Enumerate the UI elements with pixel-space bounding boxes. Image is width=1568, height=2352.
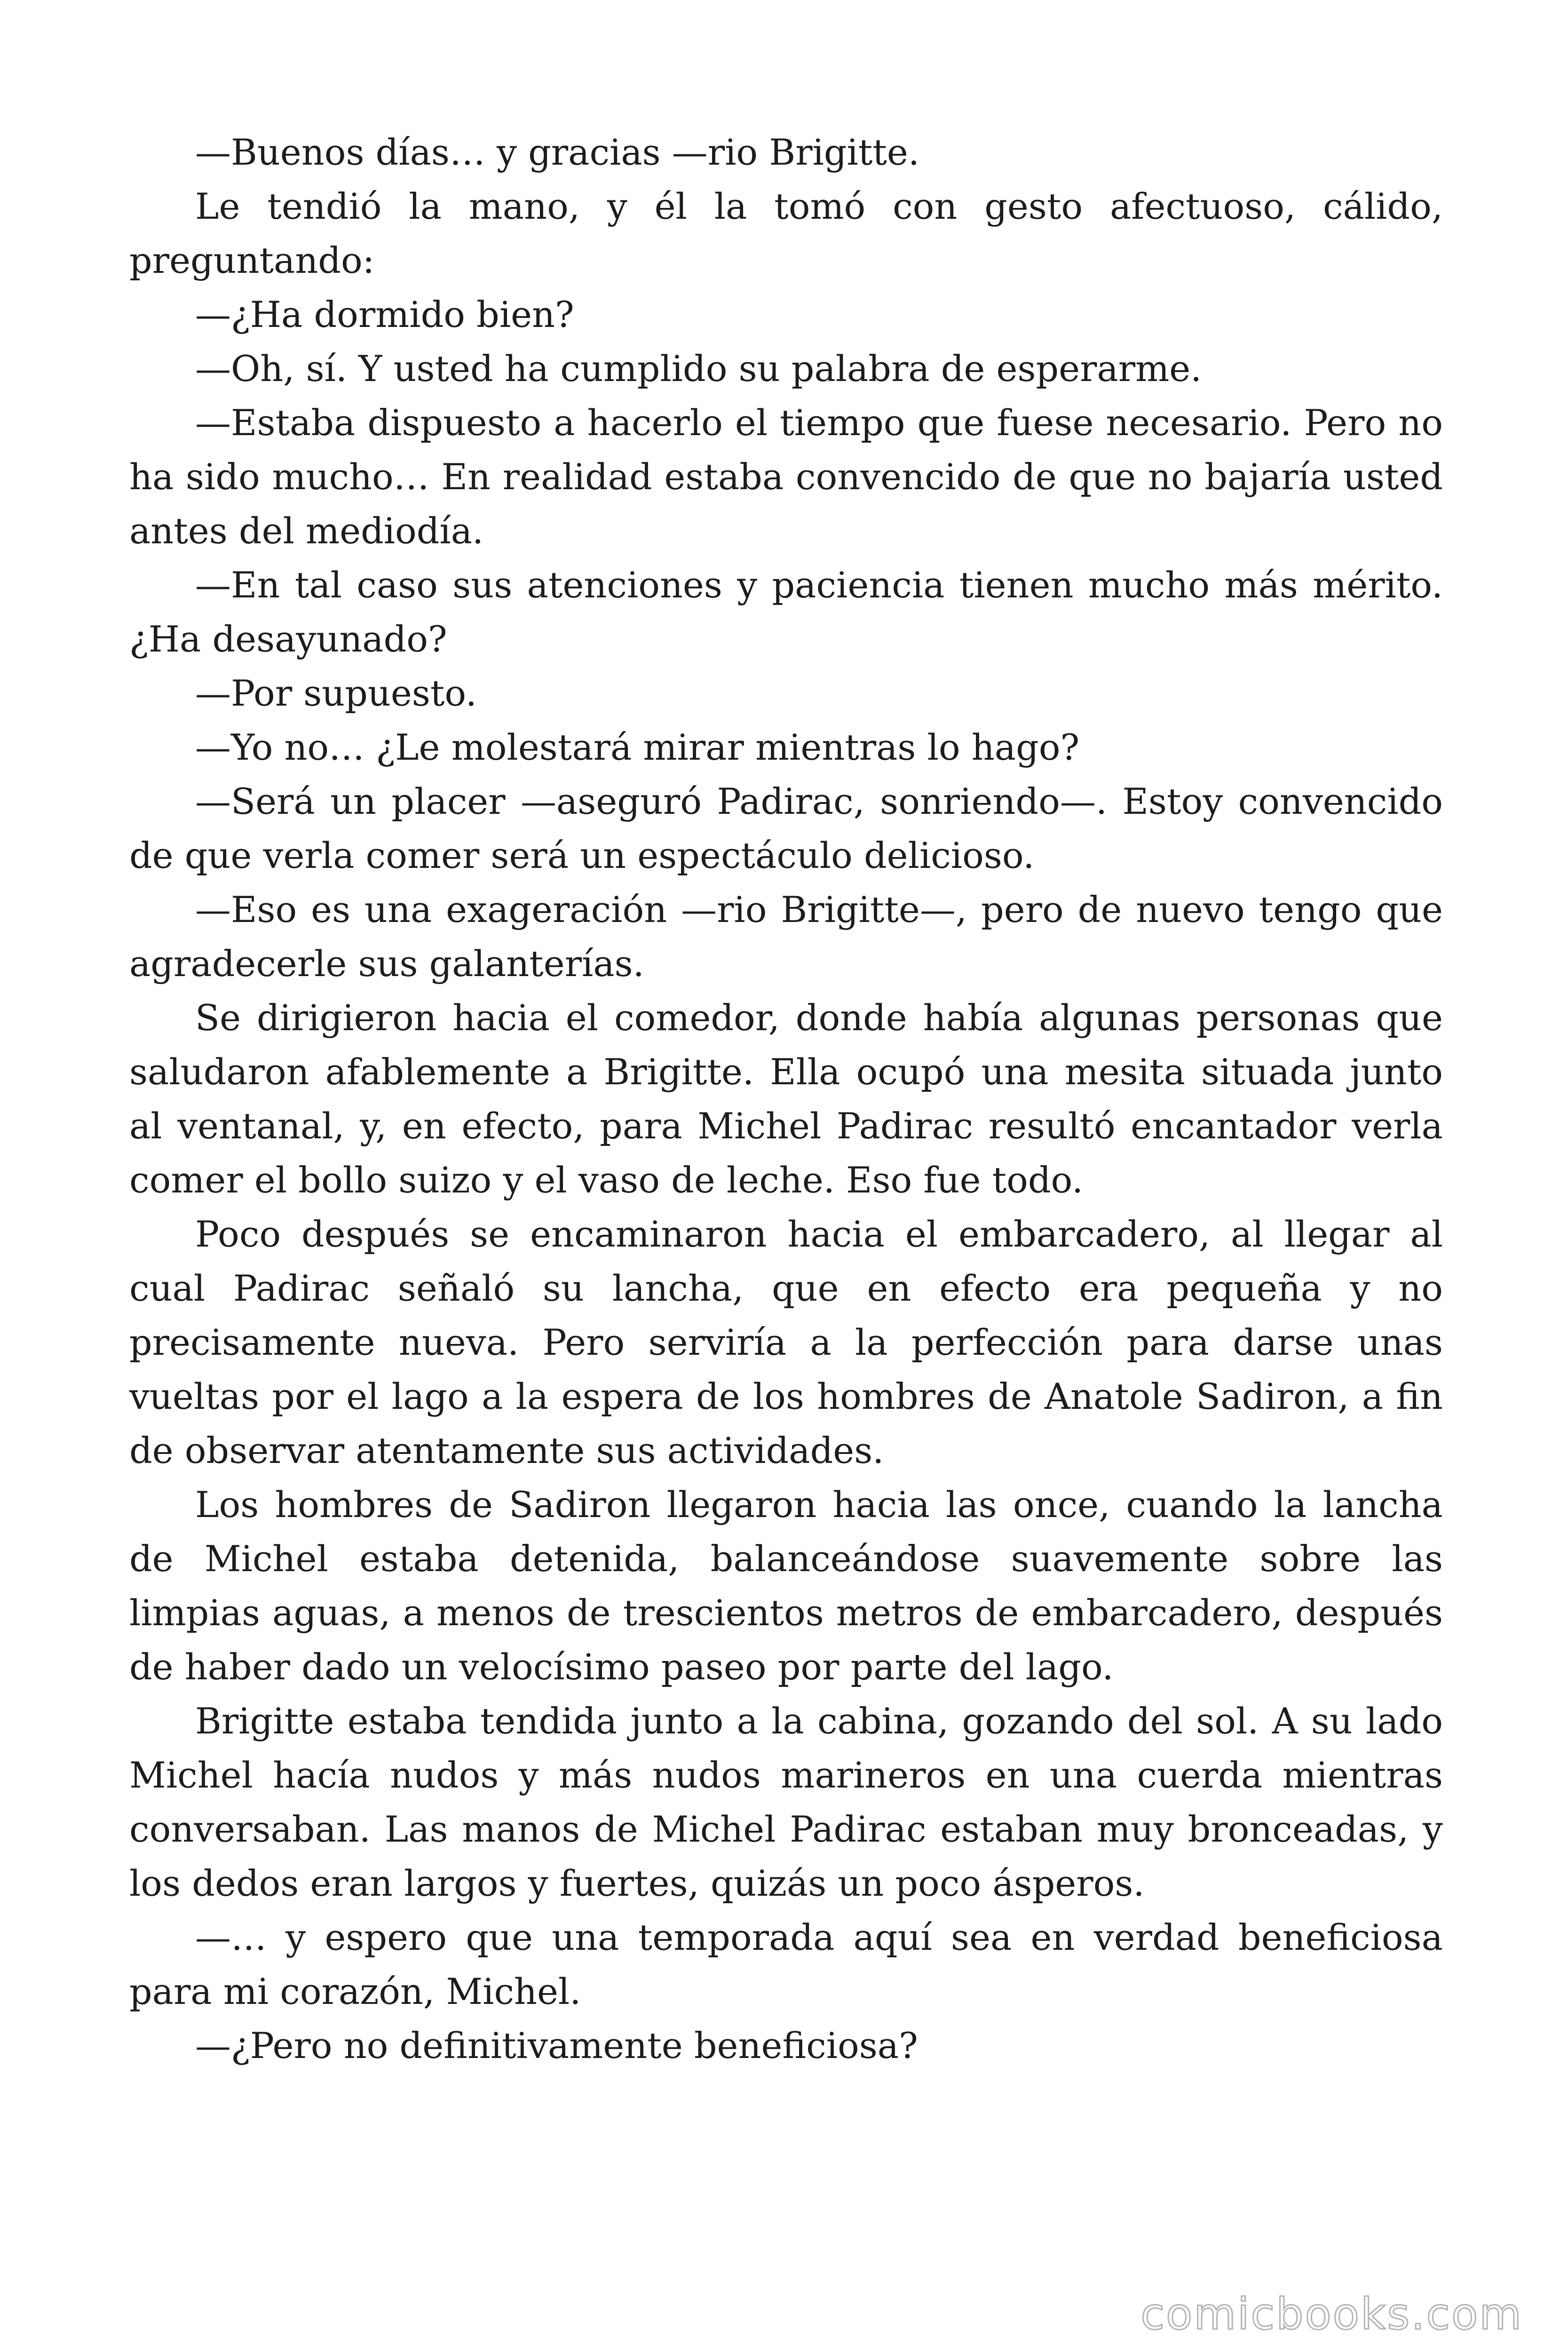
- paragraph: —¿Ha dormido bien?: [195, 294, 574, 335]
- paragraph: —Por supuesto.: [195, 672, 477, 714]
- paragraph: Poco después se encaminaron hacia el embarcadero, al llegar al cual Padirac señaló su lancha, que en efecto era pequeña y no precisamente nueva. Pero serviría a la perfección para darse unas vueltas por el lago a la espera de los hombres de Anatole Sadiron, a fin de observar atentamente sus actividades.: [129, 1213, 1443, 1471]
- paragraph: Se dirigieron hacia el comedor, donde había algunas personas que saludaron afablemente a Brigitte. Ella ocupó una mesita situada junto al ventanal, y, en efecto, para Michel Padirac resultó encantador verla comer el bollo suizo y el vaso de leche. Eso fue todo.: [129, 997, 1443, 1201]
- paragraph: Los hombres de Sadiron llegaron hacia las once, cuando la lancha de Michel estaba detenida, balanceándose suavemente sobre las limpias aguas, a menos de trescientos metros de embarcadero, después de haber dado un velocísimo paseo por parte del lago.: [129, 1484, 1443, 1688]
- paragraph: —¿Pero no definitivamente beneficiosa?: [195, 2025, 918, 2066]
- paragraph: —… y espero que una temporada aquí sea en verdad beneficiosa para mi corazón, Michel.: [129, 1916, 1443, 2012]
- paragraph: —Buenos días… y gracias —rio Brigitte.: [195, 131, 920, 173]
- paragraph: Le tendió la mano, y él la tomó con gesto afectuoso, cálido, preguntando:: [129, 185, 1443, 281]
- paragraph: —Estaba dispuesto a hacerlo el tiempo que fuese necesario. Pero no ha sido mucho… En realidad estaba convencido de que no bajaría usted antes del mediodía.: [129, 402, 1443, 552]
- paragraph: —Eso es una exageración —rio Brigitte—, pero de nuevo tengo que agradecerle sus galanterías.: [129, 889, 1443, 985]
- watermark: comicbooks.com: [1140, 2289, 1523, 2339]
- paragraph: —En tal caso sus atenciones y paciencia tienen mucho más mérito. ¿Ha desayunado?: [129, 564, 1443, 660]
- paragraph: —Yo no… ¿Le molestará mirar mientras lo hago?: [195, 726, 1080, 768]
- paragraph: —Será un placer —aseguró Padirac, sonriendo—. Estoy convencido de que verla comer será un espectáculo delicioso.: [129, 780, 1443, 876]
- paragraph: Brigitte estaba tendida junto a la cabina, gozando del sol. A su lado Michel hacía nudos y más nudos marineros en una cuerda mientras conversaban. Las manos de Michel Padirac estaban muy bronceadas, y los dedos eran largos y fuertes, quizás un poco ásperos.: [129, 1700, 1443, 1904]
- paragraph: —Oh, sí. Y usted ha cumplido su palabra de esperarme.: [195, 348, 1202, 389]
- book-page-text: [129, 125, 1443, 2073]
